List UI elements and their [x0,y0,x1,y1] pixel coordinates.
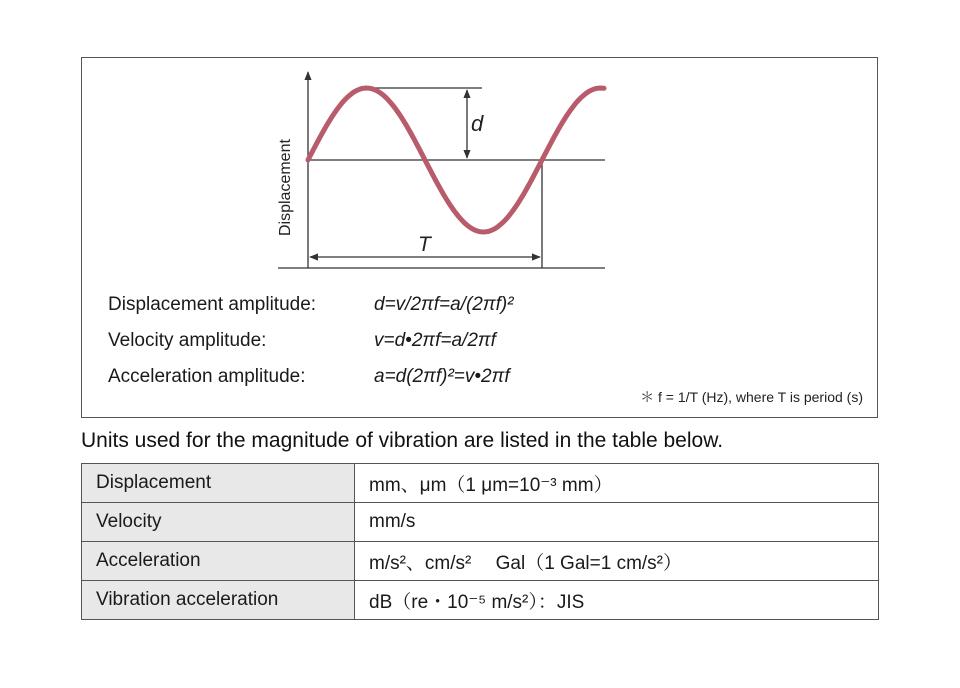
table-row [82,464,879,503]
quantity-cell: Displacement [82,464,355,503]
units-cell: dB（re・10⁻⁵ m/s²）：JIS [355,581,879,620]
formula-expression: v=d•2πf=a/2πf [374,330,496,351]
table-row [82,581,879,620]
quantity-cell: Acceleration [82,542,355,581]
units-table [81,463,879,620]
sine-wave-diagram [82,58,879,419]
quantity-cell: Velocity [82,503,355,542]
formula-expression: a=d(2πf)²=v•2πf [374,366,510,387]
vibration-diagram-panel [81,57,878,418]
formula-label: Displacement amplitude: [108,294,317,315]
formula-expression: d=v/2πf=a/(2πf)² [374,294,514,315]
formula-label: Acceleration amplitude: [108,366,306,387]
table-row [82,503,879,542]
y-axis-label: Displacement [277,139,294,236]
period-label: T [418,233,431,256]
units-cell: mm/s [355,503,879,542]
quantity-cell: Vibration acceleration [82,581,355,620]
units-cell: m/s²、cm/s² Gal（1 Gal=1 cm/s²） [355,542,879,581]
amplitude-label: d [471,111,484,136]
frequency-note: ＊ f = 1/T (Hz), where T is period (s) [640,389,863,405]
units-cell: mm、μm（1 μm=10⁻³ mm） [355,464,879,503]
table-caption: Units used for the magnitude of vibration are listed in the table below. [81,429,724,452]
formula-label: Velocity amplitude: [108,330,267,351]
table-row [82,542,879,581]
